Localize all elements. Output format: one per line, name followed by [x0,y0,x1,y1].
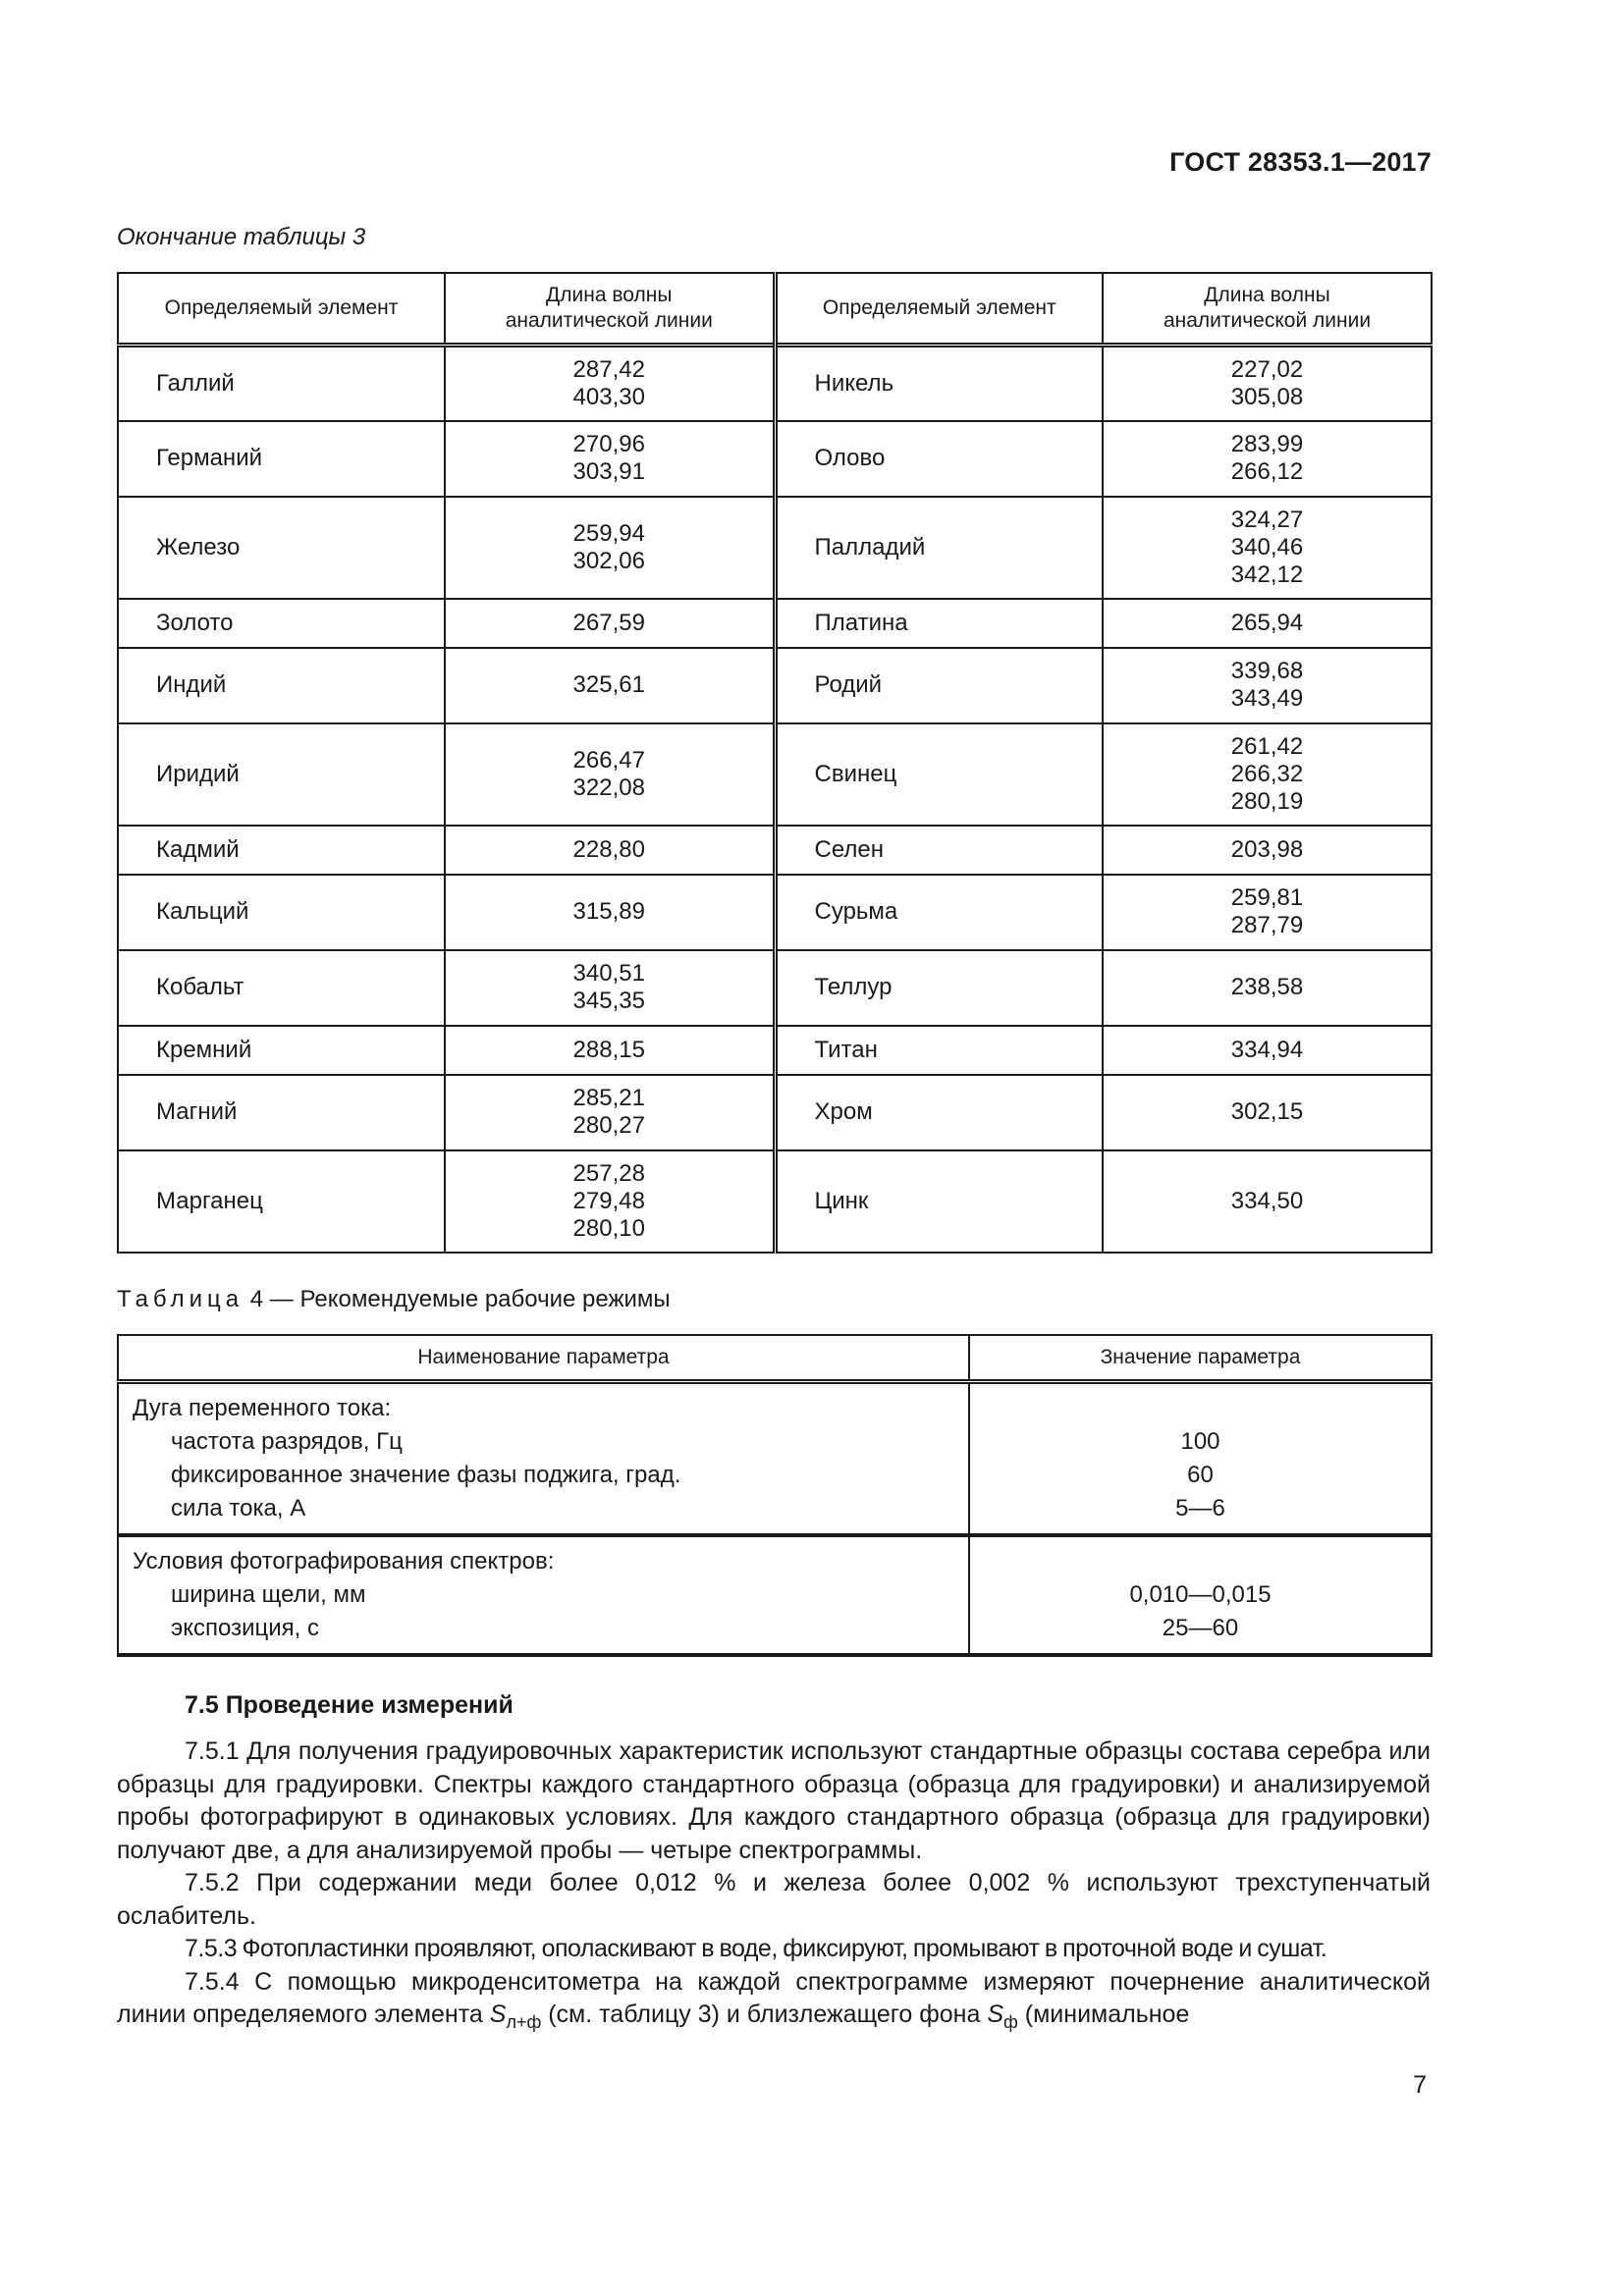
table4-caption-label: Таблица [117,1286,244,1312]
header-param-name: Наименование параметра [118,1335,969,1382]
table3-row [118,826,1432,875]
parameter-group-title: Дуга переменного тока: [133,1395,392,1421]
parameter-name: фиксированное значение фазы поджига, град. [171,1462,681,1488]
wavelength-cell [1103,599,1432,648]
wavelength-value: 228,80 [572,835,645,863]
wavelength-value: 287,42 [572,355,645,383]
wavelength-value: 203,98 [1230,835,1304,863]
wavelength-value: 322,08 [572,774,645,801]
table4-header-row [118,1335,1432,1382]
table3 [117,272,1433,1254]
element-name-cell: Никель [775,346,1103,421]
parameter-value: 0,010—0,015 [1129,1581,1272,1608]
parameter-name: сила тока, А [171,1495,306,1522]
element-name-cell: Иридий [118,723,445,826]
table3-row [118,599,1432,648]
wavelength-cell [445,599,775,648]
wavelength-value: 265,94 [1230,609,1304,636]
element-name-cell: Кадмий [118,826,445,875]
wavelength-cell [1103,648,1432,723]
wavelength-value: 334,50 [1230,1187,1304,1214]
wavelength-cell [1103,1075,1432,1150]
element-name-cell: Золото [118,599,445,648]
header-element-right: Определяемый элемент [775,273,1103,346]
wavelength-value: 339,68 [1230,658,1304,684]
element-name-cell: Кобальт [118,950,445,1026]
wavelength-value: 267,59 [572,609,645,636]
element-name-cell: Свинец [775,723,1103,826]
wavelength-value: 302,15 [1230,1098,1304,1125]
wavelength-value: 325,61 [572,671,645,698]
wavelength-value: 238,58 [1230,974,1304,1000]
table3-body [118,346,1432,1253]
paragraph-7-5-2: 7.5.2 При содержании меди более 0,012 % и железа более 0,002 % используют трехступенчатый ослабитель. [117,1869,1431,1930]
table3-row [118,1026,1432,1075]
symbol-s-bg [987,2001,1018,2032]
parameter-name: частота разрядов, Гц [171,1428,403,1455]
wavelength-value: 270,96 [572,431,645,457]
wavelength-value: 257,28 [572,1159,645,1187]
table4-body [118,1382,1432,1656]
wavelength-cell [445,1026,775,1075]
header-wavelength-line2: аналитической линии [1163,309,1372,332]
value-cell [969,1535,1432,1655]
wavelength-cell [445,723,775,826]
element-name-cell: Сурьма [775,875,1103,950]
wavelength-cell [1103,950,1432,1026]
wavelength-value: 315,89 [572,898,645,925]
element-name-cell: Олово [775,421,1103,497]
wavelength-cell [1103,723,1432,826]
wavelength-value: 334,94 [1230,1036,1304,1063]
element-name-cell: Родий [775,648,1103,723]
wavelength-value: 345,35 [572,988,645,1014]
header-wavelength-right [1103,273,1432,346]
paragraph-7-5-4-part2: (см. таблицу 3) и близлежащего фона [548,2001,981,2028]
wavelength-value: 303,91 [572,458,645,485]
wavelength-cell [445,421,775,497]
parameter-value: 5—6 [1175,1495,1225,1522]
table4-caption-text: 4 — Рекомендуемые рабочие режимы [249,1286,671,1312]
table3-header-row [118,273,1432,346]
wavelength-cell [1103,1026,1432,1075]
element-name-cell: Палладий [775,497,1103,599]
table3-row [118,1075,1432,1150]
element-name-cell: Марганец [118,1150,445,1253]
wavelength-value: 403,30 [572,383,645,410]
table3-caption: Окончание таблицы 3 [117,224,366,250]
wavelength-cell [445,1150,775,1253]
section-title: 7.5 Проведение измерений [185,1691,514,1719]
parameter-name: ширина щели, мм [171,1581,366,1608]
wavelength-value: 342,12 [1230,561,1304,588]
wavelength-value: 259,94 [572,519,645,547]
parameter-value: 25—60 [1162,1615,1239,1641]
table3-row [118,950,1432,1026]
table4-caption [117,1286,671,1313]
wavelength-cell [1103,875,1432,950]
wavelength-cell [1103,421,1432,497]
wavelength-value: 280,27 [572,1112,645,1139]
element-name-cell: Титан [775,1026,1103,1075]
document-code: ГОСТ 28353.1—2017 [1169,147,1432,177]
wavelength-value: 279,48 [572,1187,645,1214]
element-name-cell: Теллур [775,950,1103,1026]
wavelength-cell [445,826,775,875]
wavelength-value: 266,32 [1230,760,1304,787]
wavelength-cell [1103,497,1432,599]
wavelength-value: 227,02 [1230,355,1304,383]
wavelength-value: 266,12 [1230,458,1304,485]
paragraph-7-5-4 [117,1966,1431,2040]
wavelength-value: 343,49 [1230,685,1304,712]
element-name-cell: Хром [775,1075,1103,1150]
wavelength-cell [445,497,775,599]
value-spacer [970,1545,1431,1578]
table3-row [118,421,1432,497]
wavelength-value: 259,81 [1230,884,1304,911]
wavelength-value: 340,46 [1230,533,1304,561]
paragraph-7-5-4-part1: 7.5.4 С помощью микроденситометра на каждой спектрограмме измеряют почернение аналитической линии определяемого элемента [117,1967,1431,2028]
element-name-cell: Индий [118,648,445,723]
paragraph-7-5-3: 7.5.3 Фотопластинки проявляют, ополаскивают в воде, фиксируют, промывают в проточной воде и сушат. [185,1935,1327,1962]
wavelength-cell [445,950,775,1026]
wavelength-cell [445,648,775,723]
parameter-cell [118,1535,969,1655]
header-wavelength-left [445,273,775,346]
paragraph-7-5-1: 7.5.1 Для получения градуировочных характеристик используют стандартные образцы состава серебра или образцы для градуировки. Спектры каждого стандартного образца (образца для градуировки) и анализируемой пробы фотографируют в одинаковых условиях. Для каждого стандартного образца (образца для градуировки) получают две, а для анализируемой пробы — четыре спектрограммы. [117,1737,1431,1864]
wavelength-value: 288,15 [572,1036,645,1063]
wavelength-cell [1103,1150,1432,1253]
symbol-s-base: S [987,2001,1004,2028]
element-name-cell: Кальций [118,875,445,950]
page-number: 7 [1413,2071,1427,2099]
wavelength-value: 266,47 [572,746,645,774]
parameter-value: 60 [1187,1462,1214,1488]
wavelength-value: 261,42 [1230,732,1304,760]
symbol-s-subscript: ф [1003,2012,1018,2032]
parameter-cell [118,1382,969,1536]
table3-row [118,723,1432,826]
wavelength-value: 285,21 [572,1085,645,1111]
element-name-cell: Цинк [775,1150,1103,1253]
wavelength-value: 305,08 [1230,383,1304,410]
table4 [117,1334,1433,1657]
table4-group-row [118,1382,1432,1536]
parameter-group-title: Условия фотографирования спектров: [133,1548,555,1575]
element-name-cell: Кремний [118,1026,445,1075]
table4-group-row [118,1535,1432,1655]
wavelength-value: 283,99 [1230,431,1304,457]
table3-row [118,875,1432,950]
wavelength-value: 340,51 [572,960,645,987]
symbol-s-subscript: л+ф [506,2012,542,2032]
element-name-cell: Селен [775,826,1103,875]
element-name-cell: Магний [118,1075,445,1150]
table3-row [118,497,1432,599]
wavelength-cell [445,346,775,421]
wavelength-cell [1103,346,1432,421]
section-body [117,1735,1431,2040]
table3-row [118,346,1432,421]
element-name-cell: Железо [118,497,445,599]
parameter-value: 100 [1180,1428,1220,1455]
wavelength-value: 324,27 [1230,506,1304,533]
value-spacer [970,1392,1431,1425]
element-name-cell: Германий [118,421,445,497]
value-cell [969,1382,1432,1536]
wavelength-value: 302,06 [572,547,645,574]
header-wavelength-line2: аналитической линии [505,309,713,332]
header-wavelength-line1: Длина волны [546,284,673,306]
wavelength-cell [445,1075,775,1150]
table3-row [118,648,1432,723]
element-name-cell: Платина [775,599,1103,648]
table3-row [118,1150,1432,1253]
wavelength-value: 280,19 [1230,787,1304,815]
header-wavelength-line1: Длина волны [1204,284,1330,306]
wavelength-cell [445,875,775,950]
wavelength-value: 280,10 [572,1214,645,1242]
header-element-left: Определяемый элемент [118,273,445,346]
parameter-name: экспозиция, с [171,1615,319,1641]
symbol-s-line-plus-bg [489,2001,542,2032]
paragraph-7-5-4-part3: (минимальное [1024,2001,1190,2028]
element-name-cell: Галлий [118,346,445,421]
header-param-value: Значение параметра [969,1335,1432,1382]
wavelength-value: 287,79 [1230,912,1304,938]
wavelength-cell [1103,826,1432,875]
symbol-s-base: S [489,2001,507,2028]
